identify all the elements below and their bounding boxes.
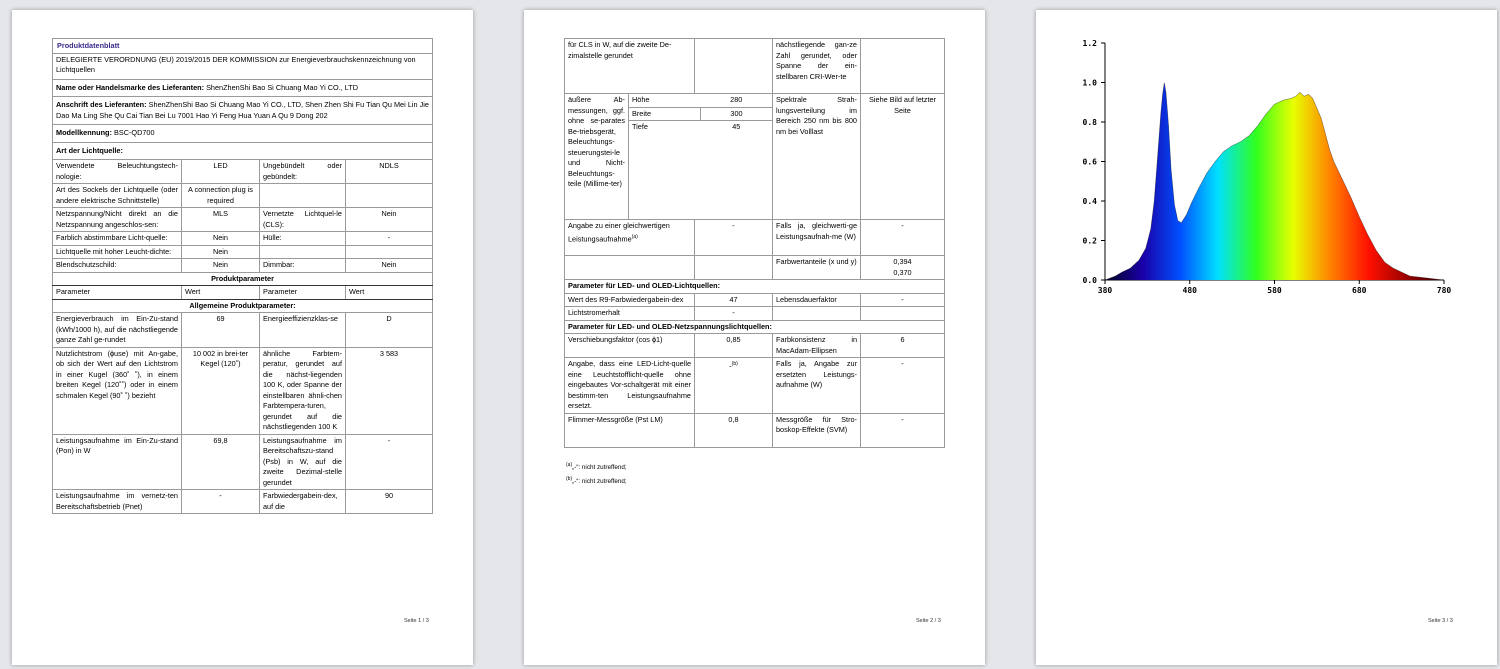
retrofit-value [695,358,773,414]
supplier-label: Name oder Handelsmarke des Lieferanten: [56,82,205,92]
address-row [53,97,433,125]
cri-label-cont: nächstliegende gan-ze Zahl gerundet, oder Spanne der ein-stellbaren CRI-Wer-te [773,39,861,94]
table-row [53,313,433,348]
footnote-text: „-“: nicht zutreffend; [572,478,627,486]
param-value: - [182,490,260,514]
spectral-distribution-chart [1036,10,1497,300]
chromaticity-y: 0,370 [893,267,912,277]
type-label: Farblich abstimmbare Licht-quelle: [53,232,182,246]
param-value: 69 [182,313,260,348]
type-label [260,245,346,259]
dimension-name: Höhe [629,94,701,107]
equivalent-power-label [565,220,695,256]
model-value: BSC-QD700 [113,128,155,137]
dimensions-label: äußere Ab-messungen, ggf. ohne se-parates Be-triebsgerät, Beleuchtungs-steuerungstei-le und Nicht-Beleuchtungs-teile (Millime-ter) [565,94,629,220]
spectral-label: Spektrale Strah-lungsverteilung im Bereich 250 nm bis 800 nm bei Volllast [773,94,861,220]
param-label: ähnliche Farbtem-peratur, gerundet auf die nächst-liegenden 100 K, oder Spanne der einstellbaren ähnli-chen Farbtempera-turen, gerundet auf die nächstliegenden 100 K [260,347,346,434]
empty-cell [565,256,695,280]
type-value: Nein [346,259,433,273]
table-row [565,94,945,220]
mains-parameters-heading: Parameter für LED- und OLED-Netzspannungslichtquellen: [565,320,945,334]
dimension-name: Breite [629,107,701,121]
table-row [565,358,945,414]
lumen-maintenance-label: Lichtstromerhalt [565,307,695,321]
empty-cell [695,256,773,280]
table-row [565,413,945,447]
x-tick-label: 580 [1267,286,1282,295]
y-tick-label: 1.2 [1082,39,1097,48]
type-label: Hülle: [260,232,346,246]
datasheet-page-1 [12,10,473,665]
table-row [53,259,433,273]
column-header: Parameter [260,286,346,300]
dimensions-subtable [629,94,772,134]
table-row [565,39,945,94]
table-row [53,245,433,259]
regulation-subtitle: DELEGIERTE VERORDNUNG (EU) 2019/2015 DER KOMMISSION zur Energieverbrauchskennzeichnung von Lichtquellen [53,53,433,79]
footnote-marker: (b) [731,361,738,367]
table-row [565,256,945,280]
general-parameters-heading: Allgemeine Produktparameter: [53,299,433,313]
empty-cell [861,307,945,321]
param-label: Leistungsaufnahme im Ein-Zu-stand (Pon) in W [53,434,182,490]
column-header: Wert [182,286,260,300]
chromaticity-values [861,256,945,280]
column-headers [53,286,433,300]
page-number: Seite 1 / 3 [404,618,429,624]
datasheet-table-page-2 [564,38,945,448]
param-value: 10 002 in brei-ter Kegel (120˚) [182,347,260,434]
dimension-value: 280 [701,94,773,107]
param-label: Farbwiedergabein-dex, auf die [260,490,346,514]
x-tick-label: 480 [1182,286,1197,295]
table-row [53,490,433,514]
type-value [346,245,433,259]
empty-cell [695,39,773,94]
param-value: 69,8 [182,434,260,490]
chart-marks [1105,83,1444,281]
footnote-marker: (a) [566,462,573,468]
type-label: Blendschutzschild: [53,259,182,273]
type-label: Lichtquelle mit hoher Leucht-dichte: [53,245,182,259]
svm-label: Messgröße für Stro-boskop-Effekte (SVM) [773,413,861,447]
type-value: Nein [182,259,260,273]
datasheet-page-3 [1036,10,1497,665]
retrofit-r-value: - [861,358,945,414]
flicker-label: Flimmer-Messgröße (Pst LM) [565,413,695,447]
y-tick-label: 0.6 [1082,157,1097,167]
type-value: - [346,232,433,246]
displacement-value: 0,85 [695,334,773,358]
type-label: Netzspannung/Nicht direkt an die Netzspannung angeschlos-sen: [53,208,182,232]
datasheet-table-page-1 [52,38,433,514]
page-number: Seite 2 / 3 [916,618,941,624]
column-header: Wert [346,286,433,300]
table-row [53,434,433,490]
param-label: Nutzlichtstrom (ɸuse) mit An-gabe, ob sich der Wert auf den Lichtstrom in einer Kugel (360˚ ˚), in einem breiten Kegel (120˚˚) oder in einem schmalen Kegel (90˚ ˚) bezieht [53,347,182,434]
empty-cell [773,307,861,321]
y-tick-label: 0.8 [1082,118,1097,127]
product-parameters-heading: Produktparameter [53,272,433,286]
flicker-value: 0,8 [695,413,773,447]
footnote-a [566,460,627,473]
supplier-value: ShenZhenShi Bao Si Chuang Mao Yi CO., LTD [206,82,359,92]
y-tick-label: 0.4 [1082,197,1097,206]
datasheet-page-2 [524,10,985,665]
type-value: Nein [182,232,260,246]
equivalent-power-r-label: Falls ja, gleichwerti-ge Leistungsaufnah-me (W) [773,220,861,256]
spectral-value: Siehe Bild auf letzter Seite [861,94,945,220]
empty-cell [861,39,945,94]
life-factor-label: Lebensdauerfaktor [773,293,861,307]
life-factor-value: - [861,293,945,307]
dimension-name: Tiefe [632,122,648,131]
table-row [565,293,945,307]
y-tick-label: 0.0 [1082,276,1097,285]
param-value: D [346,313,433,348]
type-value: LED [182,160,260,184]
table-row [565,334,945,358]
equivalent-power-text: Angabe zu einer gleichwertigen Leistungsaufnahme [568,221,670,243]
equivalent-power-r-value: - [861,220,945,256]
chromaticity-label: Farbwertanteile (x und y) [773,256,861,280]
table-row [53,160,433,184]
light-source-type-heading: Art der Lichtquelle: [53,142,433,160]
footnote-marker: (b) [566,476,573,482]
table-row [565,307,945,321]
param-label: Leistungsaufnahme im vernetz-ten Bereitschaftsbetrieb (Pnet) [53,490,182,514]
column-header: Parameter [53,286,182,300]
type-value: Nein [182,245,260,259]
supplier-row [53,79,433,97]
model-label: Modellkennung: [56,128,112,137]
type-label [260,184,346,208]
type-value [346,184,433,208]
svm-value: - [861,413,945,447]
macadam-value: 6 [861,334,945,358]
document-title: Produktdatenblatt [53,39,433,54]
displacement-label: Verschiebungsfaktor (cos ɸ1) [565,334,695,358]
dimensions-values [629,94,773,220]
model-row [53,125,433,143]
type-value: A connection plug is required [182,184,260,208]
y-tick-label: 1.0 [1082,78,1097,88]
dimension-value: 45 [732,122,741,131]
lumen-maintenance-value: - [695,307,773,321]
footnote-b [566,474,627,487]
footnote-marker: (a) [631,233,638,240]
table-row [53,232,433,246]
type-label: Art des Sockels der Lichtquelle (oder andere elektrische Schnittstelle) [53,184,182,208]
param-label: Energieverbrauch im Ein-Zu-stand (kWh/1000 h), auf die nächstliegende ganze Zahl ge-rundet [53,313,182,348]
type-label: Verwendete Beleuchtungstech-nologie: [53,160,182,184]
r9-value: 47 [695,293,773,307]
type-label: Vernetzte Lichtquel-le (CLS): [260,208,346,232]
type-value: NDLS [346,160,433,184]
x-tick-label: 380 [1097,286,1113,295]
chromaticity-x: 0,394 [893,257,912,266]
table-row [53,347,433,434]
dimension-value: 300 [701,107,773,121]
retrofit-label: Angabe, dass eine LED-Licht-quelle eine Leuchtstofflicht-quelle ohne eingebautes Vor-schaltgerät mit einer bestimm-ten Leistungsaufnahme ersetzt. [565,358,695,414]
led-parameters-heading: Parameter für LED- und OLED-Lichtquellen: [565,280,945,294]
param-value: 90 [346,490,433,514]
cls-power-label-cont: für CLS in W, auf die zweite De-zimalstelle gerundet [565,39,695,94]
table-row [53,208,433,232]
address-value: ShenZhenShi Bao Si Chuang Mao Yi CO., LTD, Shen Zhen Shi Fu Tian Qu Mei Lin Jie Dao Ma Ling She Qu Cai Tian Bei Lu 7001 Hao Yi Feng Hua Yuan A Qu 9 Dong 202 [56,100,429,120]
x-tick-label: 680 [1352,286,1367,295]
type-label: Ungebündelt oder gebündelt: [260,160,346,184]
retrofit-r-label: Falls ja, Angabe zur ersetzten Leistungs-aufnahme (W) [773,358,861,414]
macadam-label: Farbkonsistenz in MacAdam-Ellipsen [773,334,861,358]
page-number: Seite 3 / 3 [1428,618,1453,624]
param-value: - [346,434,433,490]
y-tick-label: 0.2 [1082,236,1097,246]
x-tick-label: 780 [1436,286,1452,295]
r9-label: Wert des R9-Farbwiedergabein-dex [565,293,695,307]
param-label: Leistungsaufnahme im Bereitschaftszu-stand (Psb) in W, auf die zweite Dezimal-stelle gerundet [260,434,346,490]
type-value: MLS [182,208,260,232]
table-row [565,220,945,256]
address-label: Anschrift des Lieferanten: [56,100,147,109]
param-value: 3 583 [346,347,433,434]
table-row [53,184,433,208]
retrofit-value-text: - [729,361,732,371]
equivalent-power-value: - [695,220,773,256]
footnote-text: „-“: nicht zutreffend; [572,464,627,472]
type-label: Dimmbar: [260,259,346,273]
param-label: Energieeffizienzklas-se [260,313,346,348]
type-value: Nein [346,208,433,232]
